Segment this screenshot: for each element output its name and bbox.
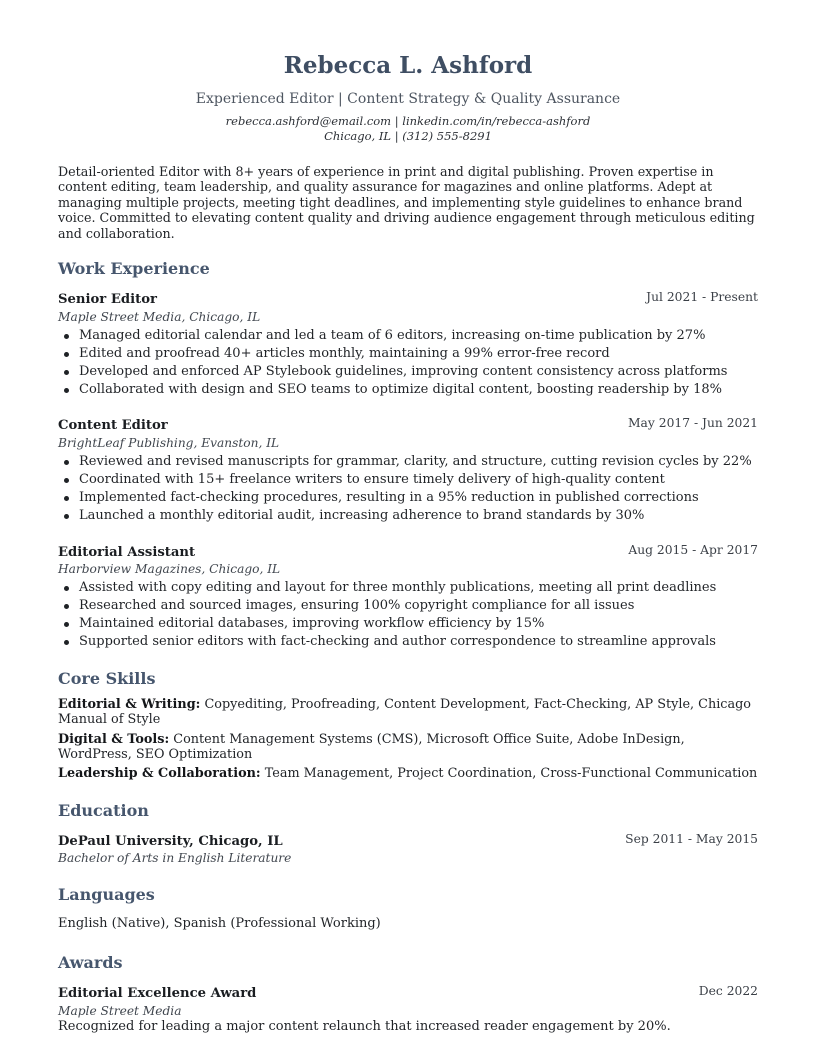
skill-group-items: Team Management, Project Coordination, Cross-Functional Communication [264, 766, 758, 781]
section-heading-education: Education [58, 801, 149, 820]
section-heading-core-skills: Core Skills [58, 669, 156, 688]
skill-group-label: Digital & Tools: [58, 732, 170, 747]
job-bullet: Researched and sourced images, ensuring 100% copyright compliance for all issues [79, 597, 779, 615]
job-bullet: Implemented fact-checking procedures, resulting in a 95% reduction in published corrections [79, 489, 779, 507]
candidate-name: Rebecca L. Ashford [283, 52, 533, 79]
headline: Experienced Editor | Content Strategy & Quality Assurance [195, 91, 621, 107]
skill-group-label: Editorial & Writing: [58, 697, 201, 712]
skill-group [58, 698, 758, 727]
contact-line-email-linkedin: rebecca.ashford@email.com | linkedin.com/in/rebecca-ashford [225, 114, 591, 128]
education-header [58, 831, 758, 850]
job-bullet: Collaborated with design and SEO teams to optimize digital content, boosting readership by 18% [79, 381, 779, 399]
job-bullet: Edited and proofread 40+ articles monthly, maintaining a 99% error-free record [79, 345, 779, 363]
job-bullet: Reviewed and revised manuscripts for grammar, clarity, and structure, cutting revision cycles by 22% [79, 453, 779, 471]
job-dates: Jul 2021 - Present [646, 290, 758, 304]
job-title: Editorial Assistant [58, 545, 196, 560]
job-header [58, 289, 758, 308]
award-issuer: Maple Street Media [58, 1004, 182, 1018]
job-bullet-list [58, 327, 779, 399]
skill-group-label: Leadership & Collaboration: [58, 766, 261, 781]
job-bullet: Assisted with copy editing and layout for three monthly publications, meeting all print deadlines [79, 579, 779, 597]
job-employer: Harborview Magazines, Chicago, IL [58, 562, 281, 576]
section-heading-languages: Languages [58, 885, 155, 904]
section-heading-awards: Awards [58, 953, 123, 972]
job-employer: BrightLeaf Publishing, Evanston, IL [58, 436, 280, 450]
job-bullet: Developed and enforced AP Stylebook guidelines, improving content consistency across platforms [79, 363, 779, 381]
professional-summary: Detail-oriented Editor with 8+ years of experience in print and digital publishing. Proven expertise in content editing, team leadership, and quality assurance for magazines and online platforms. Adept at managing multiple projects, meeting tight deadlines, and implementing style guidelines to enhance brand voice. Committed to elevating content quality and driving audience engagement through meticulous editing and collaboration. [58, 164, 755, 241]
skill-group [58, 767, 758, 782]
job-header [58, 415, 758, 434]
job-bullet: Supported senior editors with fact-checking and author correspondence to streamline approvals [79, 633, 779, 651]
award-title: Editorial Excellence Award [58, 986, 257, 1001]
job-bullet: Coordinated with 15+ freelance writers to ensure timely delivery of high-quality content [79, 471, 779, 489]
award-description: Recognized for leading a major content relaunch that increased reader engagement by 20%. [58, 1019, 671, 1034]
section-heading-work-experience: Work Experience [58, 259, 210, 278]
languages-list: English (Native), Spanish (Professional Working) [58, 916, 381, 931]
skill-group-items: Content Management Systems (CMS), Microsoft Office Suite, Adobe InDesign, WordPress, SEO Optimization [58, 732, 685, 762]
skill-group [58, 733, 758, 762]
job-bullet: Launched a monthly editorial audit, increasing adherence to brand standards by 30% [79, 507, 779, 525]
skill-group-items: Copyediting, Proofreading, Content Development, Fact-Checking, AP Style, Chicago Manual of Style [58, 697, 751, 727]
job-title: Content Editor [58, 418, 168, 433]
award-header [58, 983, 758, 1002]
job-bullet-list [58, 579, 779, 651]
job-title: Senior Editor [58, 292, 157, 307]
education-dates: Sep 2011 - May 2015 [625, 832, 758, 846]
job-dates: Aug 2015 - Apr 2017 [628, 543, 758, 557]
job-bullet: Maintained editorial databases, improving workflow efficiency by 15% [79, 615, 779, 633]
job-header [58, 542, 758, 561]
award-date: Dec 2022 [698, 984, 758, 998]
job-employer: Maple Street Media, Chicago, IL [58, 310, 261, 324]
school-name: DePaul University, Chicago, IL [58, 834, 283, 849]
contact-line-location-phone: Chicago, IL | (312) 555-8291 [324, 129, 492, 143]
degree: Bachelor of Arts in English Literature [58, 851, 292, 865]
job-dates: May 2017 - Jun 2021 [627, 416, 758, 430]
job-bullet-list [58, 453, 779, 525]
job-bullet: Managed editorial calendar and led a team of 6 editors, increasing on-time publication by 27% [79, 327, 779, 345]
